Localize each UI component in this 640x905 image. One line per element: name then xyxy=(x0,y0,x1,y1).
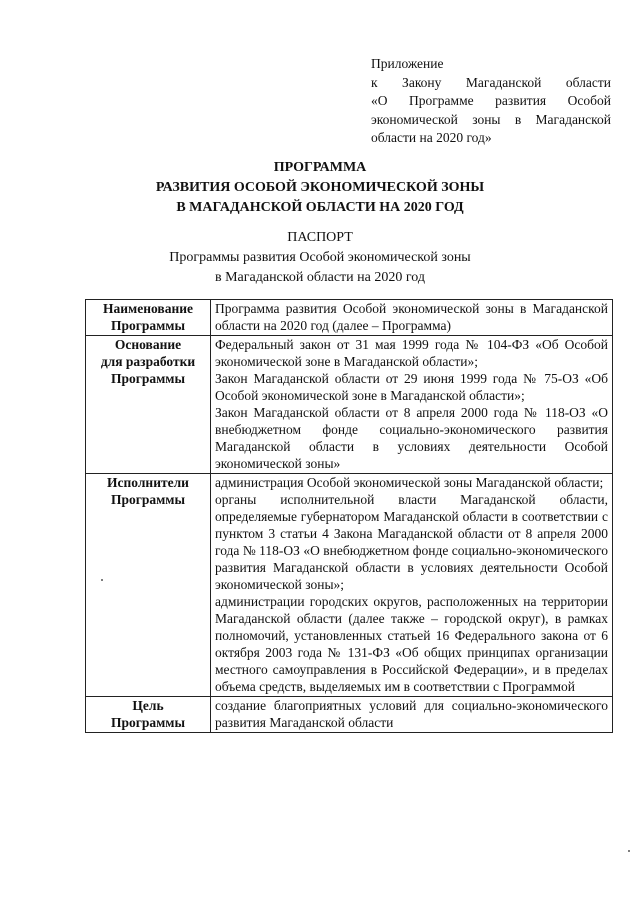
scan-speck xyxy=(628,850,630,852)
row-label-line: Программы xyxy=(110,492,186,507)
row-paragraph: создание благоприятных условий для социально-экономического развития Магаданской области xyxy=(215,698,608,730)
document-title xyxy=(0,158,640,218)
row-paragraph: Федеральный закон от 31 мая 1999 года № 104-ФЗ «Об Особой экономической зоне в Магаданской области»; xyxy=(215,337,608,369)
row-paragraph: Закон Магаданской области от 8 апреля 2000 года № 118-ОЗ «О внебюджетном фонде социально-экономического развития Магаданской области в условиях деятельности Особой экономической зоны» xyxy=(215,405,608,471)
passport-title: ПАСПОРТ xyxy=(287,230,353,245)
row-label-line: Наименование xyxy=(103,301,193,316)
row-label-line: Программы xyxy=(110,371,186,386)
annex-line: области на 2020 год» xyxy=(371,130,492,145)
passport-subtitle-line: Программы развития Особой экономической зоны xyxy=(169,250,471,265)
passport-table xyxy=(85,299,613,733)
table-row xyxy=(86,336,613,474)
row-value xyxy=(211,336,613,474)
title-line: ПРОГРАММА xyxy=(273,160,367,175)
row-label xyxy=(86,300,211,336)
annex-line: к Закону Магаданской области xyxy=(371,74,611,90)
annex-block xyxy=(371,55,611,148)
row-label-line: Программы xyxy=(110,715,186,730)
row-paragraph: администрация Особой экономической зоны Магаданской области; xyxy=(215,475,604,490)
annex-line: «О Программе развития Особой xyxy=(371,93,611,108)
row-label-line: Цель xyxy=(132,698,164,713)
title-line: В МАГАДАНСКОЙ ОБЛАСТИ НА 2020 ГОД xyxy=(176,200,464,215)
row-paragraph: Закон Магаданской области от 29 июня 1999 года № 75-ОЗ «Об Особой экономической зоне в Магаданской области»; xyxy=(215,371,608,403)
passport-heading xyxy=(0,228,640,288)
row-paragraph: органы исполнительной власти Магаданской области, определяемые губернатором Магаданской области в соответствии с пунктом 3 статьи 4 Закона Магаданской области от 8 апреля 2000 года № 118-ОЗ «О внебюджетном фонде социально-экономического развития Магаданской области в условиях деятельности Особой экономической зоны»; xyxy=(215,492,608,592)
table-row xyxy=(86,474,613,697)
row-value xyxy=(211,697,613,733)
row-paragraph: администрации городских округов, расположенных на территории Магаданской области (далее также – городской округ), в рамках полномочий, установленных статьей 16 Федерального закона от 6 октября 2003 года № 131-ФЗ «Об общих принципах организации местного самоуправления в Российской Федерации», и в пределах объема средств, выделяемых им в соответствии с Программой xyxy=(215,594,608,694)
title-line: РАЗВИТИЯ ОСОБОЙ ЭКОНОМИЧЕСКОЙ ЗОНЫ xyxy=(155,180,485,195)
row-label xyxy=(86,474,211,697)
annex-line: экономической зоны в Магаданской xyxy=(371,111,611,127)
row-label xyxy=(86,697,211,733)
row-label-line: для разработки xyxy=(100,354,196,369)
row-label-line: Исполнители xyxy=(107,475,189,490)
row-value xyxy=(211,474,613,697)
row-label xyxy=(86,336,211,474)
row-label-line: Основание xyxy=(114,337,182,352)
table-row xyxy=(86,697,613,733)
row-value xyxy=(211,300,613,336)
annex-line: Приложение xyxy=(371,56,444,71)
row-paragraph: Программа развития Особой экономической зоны в Магаданской области на 2020 год (далее – Программа) xyxy=(215,301,608,333)
row-label-line: Программы xyxy=(110,318,186,333)
passport-subtitle-line: в Магаданской области на 2020 год xyxy=(215,270,425,285)
scan-speck xyxy=(101,579,103,581)
table-row xyxy=(86,300,613,336)
